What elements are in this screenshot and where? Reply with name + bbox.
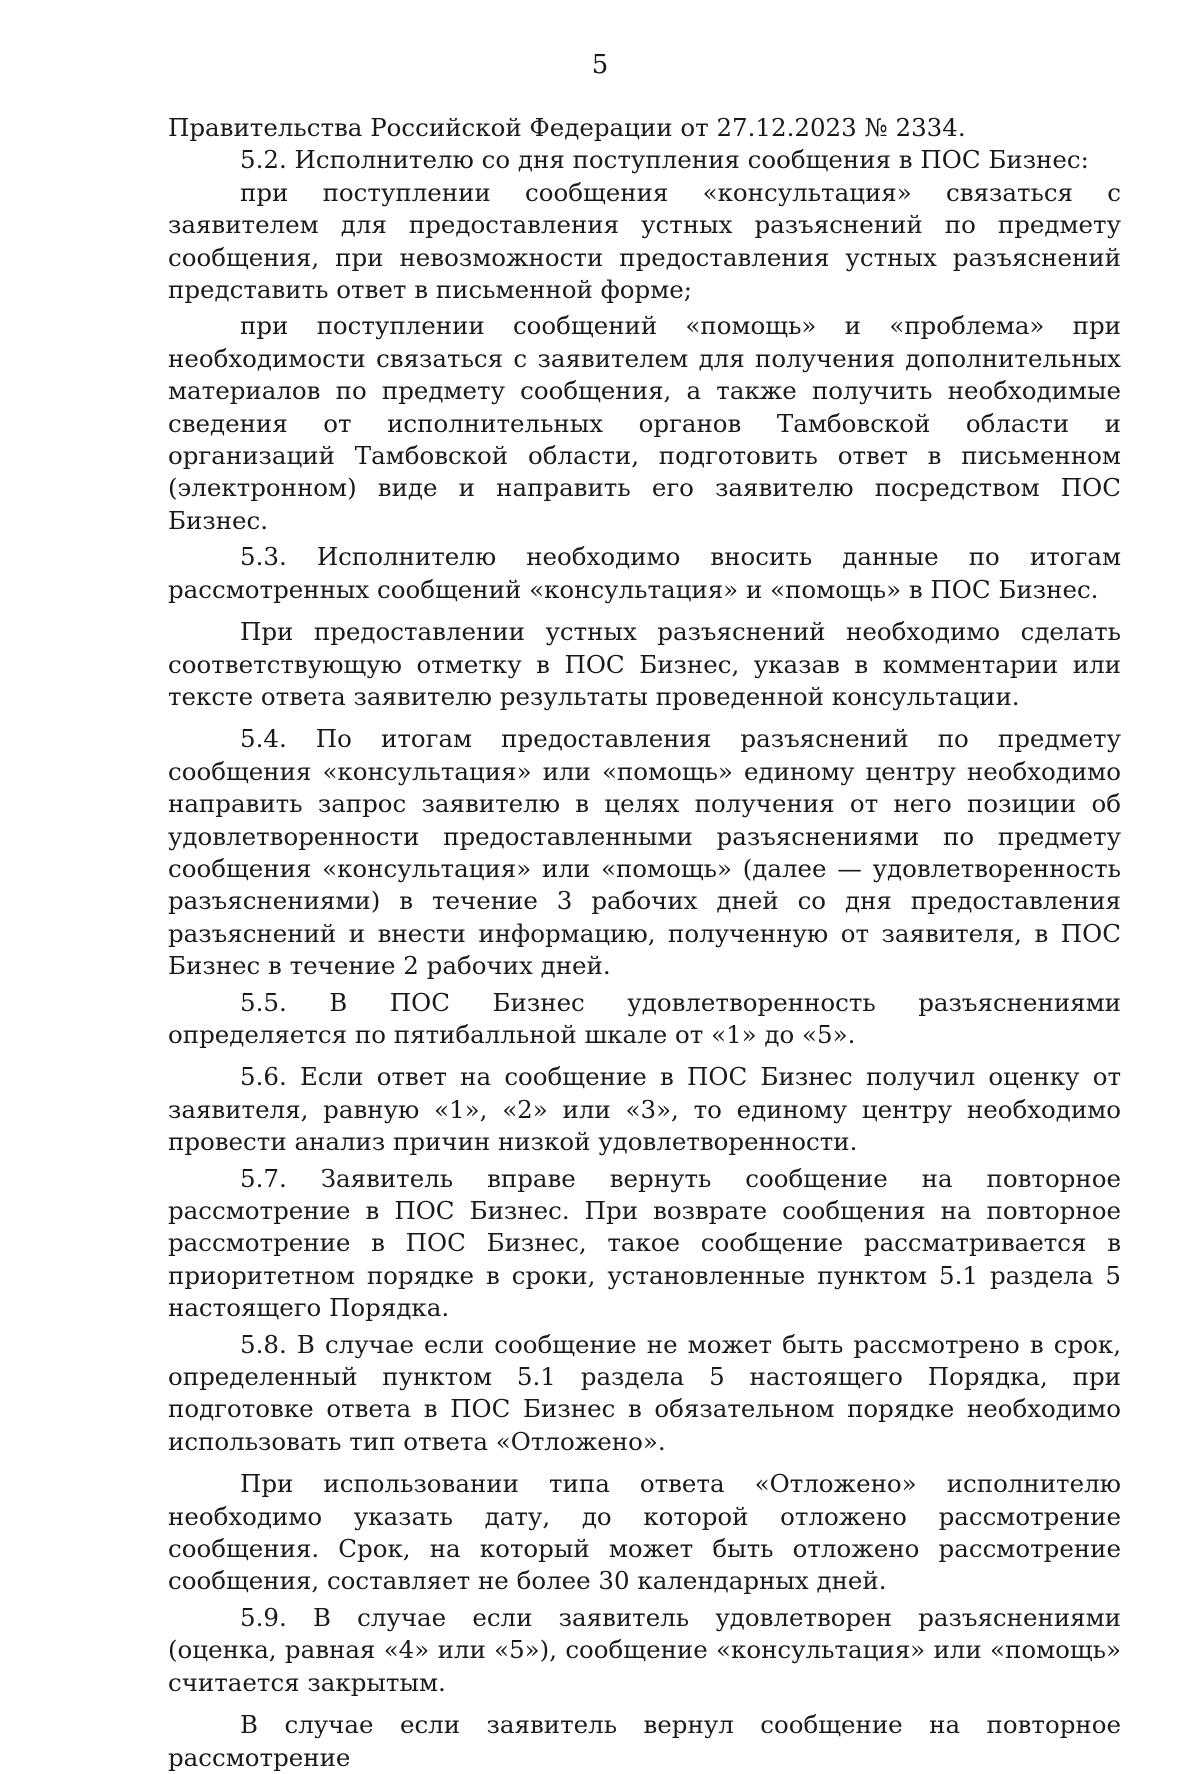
paragraph-5-2: 5.2. Исполнителю со дня поступления сообщения в ПОС Бизнес: (240, 145, 1089, 175)
paragraph-5-9-returned: В случае если заявитель вернул сообщение на повторное рассмотрение (168, 1710, 1121, 1772)
paragraph-5-8-postponed: При использовании типа ответа «Отложено» исполнителю необходимо указать дату, до которой отложено рассмотрение сообщения. Срок, на который может быть отложено рассмотрение сообщения, составляет не более 30 календарных дней. (168, 1469, 1121, 1596)
page-number: 5 (591, 50, 609, 80)
paragraph-5-7: 5.7. Заявитель вправе вернуть сообщение на повторное рассмотрение в ПОС Бизнес. При возврате сообщения на повторное рассмотрение в ПОС Бизнес, такое сообщение рассматривается в приоритетном порядке в сроки, установленные пунктом 5.1 раздела 5 настоящего Порядка. (168, 1163, 1121, 1323)
paragraph-continuation: Правительства Российской Федерации от 27.12.2023 № 2334. (168, 113, 966, 142)
document-body (168, 112, 1121, 1774)
paragraph-5-3-oral: При предоставлении устных разъяснений необходимо сделать соответствующую отметку в ПОС Бизнес, указав в комментарии или тексте ответа заявителю результаты проведенной консультации. (168, 617, 1121, 711)
paragraph-5-3: 5.3. Исполнителю необходимо вносить данные по итогам рассмотренных сообщений «консультация» и «помощь» в ПОС Бизнес. (168, 542, 1121, 604)
paragraph-5-8: 5.8. В случае если сообщение не может быть рассмотрено в срок, определенный пунктом 5.1 раздела 5 настоящего Порядка, при подготовке ответа в ПОС Бизнес в обязательном порядке необходимо использовать тип ответа «Отложено». (168, 1329, 1121, 1456)
paragraph-5-9: 5.9. В случае если заявитель удовлетворен разъяснениями (оценка, равная «4» или «5»), сообщение «консультация» или «помощь» считается закрытым. (168, 1602, 1121, 1697)
paragraph-5-5: 5.5. В ПОС Бизнес удовлетворенность разъяснениями определяется по пятибалльной шкале от «1» до «5». (168, 987, 1121, 1049)
paragraph-5-2-consultation: при поступлении сообщения «консультация» связаться с заявителем для предоставления устных разъяснений по предмету сообщения, при невозможности предоставления устных разъяснений представить ответ в письменной форме; (168, 177, 1121, 305)
paragraph-5-6: 5.6. Если ответ на сообщение в ПОС Бизнес получил оценку от заявителя, равную «1», «2» или «3», то единому центру необходимо провести анализ причин низкой удовлетворенности. (168, 1062, 1121, 1157)
paragraph-5-2-help-problem: при поступлении сообщений «помощь» и «проблема» при необходимости связаться с заявителем для получения дополнительных материалов по предмету сообщения, а также получить необходимые сведения от исполнительных органов Тамбовской области и организаций Тамбовской области, подготовить ответ в письменном (электронном) виде и направить его заявителю посредством ПОС Бизнес. (168, 311, 1121, 535)
paragraph-5-4: 5.4. По итогам предоставления разъяснений по предмету сообщения «консультация» или «помощь» единому центру необходимо направить запрос заявителю в целях получения от него позиции об удовлетворенности предоставленными разъяснениями по предмету сообщения «консультация» или «помощь» (далее — удовлетворенность разъяснениями) в течение 3 рабочих дней со дня предоставления разъяснений и внести информацию, полученную от заявителя, в ПОС Бизнес в течение 2 рабочих дней. (168, 724, 1121, 981)
